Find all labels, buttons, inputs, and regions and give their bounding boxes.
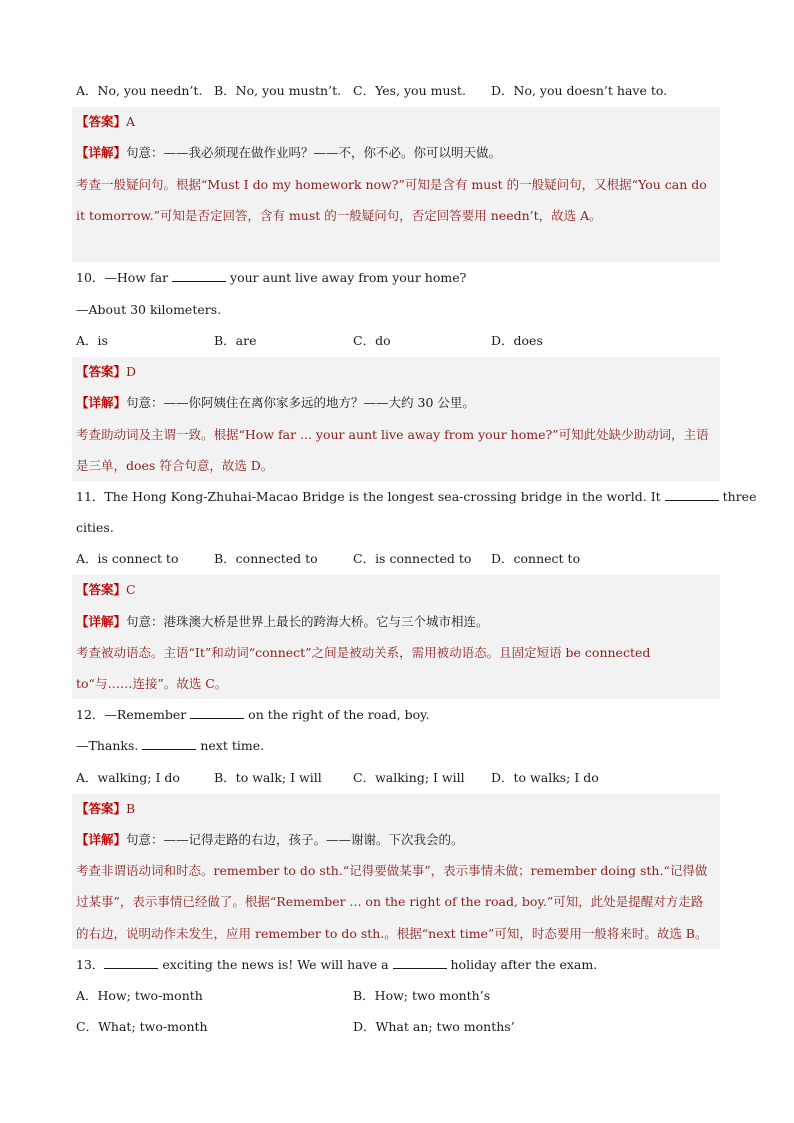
q12-answer [76,797,135,821]
answer-blank [393,954,447,969]
q11-option-b: B．connected to [214,551,318,566]
q9-detail [76,141,501,165]
q12-stem-b: on the right of the road, boy. [248,707,430,722]
q10-stem-a: 10．—How far [76,270,169,285]
answer-letter: A [126,114,136,129]
q12-option-c: C．walking; I will [353,770,465,785]
q13-option-d: D．What an; two months’ [353,1019,515,1034]
q12-explain-3: 的右边，说明动作未发生，应用 remember to do sth.。根据“next time”可知，时态要用一般将来时。故选 B。 [76,926,708,941]
q10-detail [76,391,475,415]
detail-text: 句意：港珠澳大桥是世界上最长的跨海大桥。它与三个城市相连。 [126,614,489,629]
q10-stem [76,266,466,290]
q10-answer [76,360,136,384]
q13-option-a: A．How; two-month [76,988,203,1003]
q13-stem-a: 13． [76,957,105,972]
answer-letter: D [126,364,137,379]
q12-explain-1: 考查非谓语动词和时态。remember to do sth.“记得要做某事”，表示事情未做；remember doing sth.“记得做 [76,863,708,878]
q12-option-d: D．to walks; I do [491,770,599,785]
answer-blank [104,954,158,969]
q11-explain-1: 考查被动语态。主语“It”和动词“connect”之间是被动关系，需用被动语态。且固定短语 be connected [76,645,651,660]
q10-option-c: C．do [353,333,391,348]
detail-text: 句意：——记得走路的右边，孩子。——谢谢。下次我会的。 [126,832,464,847]
q12-line2-b: next time. [200,738,265,753]
q10-option-b: B．are [214,333,257,348]
q11-stem-a: 11．The Hong Kong-Zhuhai-Macao Bridge is the longest sea-crossing bridge in the world. It [76,489,661,504]
q10-option-d: D．does [491,333,543,348]
q13-option-c: C．What; two-month [76,1019,208,1034]
q13-stem-b: exciting the news is! We will have a [162,957,389,972]
q13-stem [76,953,597,977]
q11-stem [76,485,756,509]
answer-tag: 【答案】 [76,801,127,816]
detail-tag: 【详解】 [76,395,127,410]
q11-line2: cities. [76,520,114,535]
q9-option-d: D．No, you doesn’t have to. [491,83,668,98]
q9-option-a: A．No, you needn’t. [76,83,203,98]
q11-stem-b: three [722,489,757,504]
answer-tag: 【答案】 [76,364,127,379]
answer-blank [172,267,226,282]
detail-text: 句意：——我必须现在做作业吗？——不，你不必。你可以明天做。 [126,145,502,160]
q9-explain-1: 考查一般疑问句。根据“Must I do my homework now?”可知是含有 must 的一般疑问句，又根据“You can do [76,177,707,192]
q9-option-c: C．Yes, you must. [353,83,466,98]
q10-explain-2: 是三单，does 符合句意，故选 D。 [76,458,274,473]
answer-letter: C [126,582,136,597]
q10-stem-b: your aunt live away from your home? [230,270,467,285]
detail-tag: 【详解】 [76,832,127,847]
answer-tag: 【答案】 [76,114,127,129]
q9-option-b: B．No, you mustn’t. [214,83,342,98]
answer-blank [665,486,719,501]
q10-option-a: A．is [76,333,108,348]
q12-stem-a: 12．—Remember [76,707,187,722]
q9-explain-2: it tomorrow.”可知是否定回答，含有 must 的一般疑问句，否定回答要用 needn’t，故选 A。 [76,208,602,223]
detail-tag: 【详解】 [76,145,127,160]
q13-option-b: B．How; two month’s [353,988,491,1003]
answer-blank [190,704,244,719]
q12-option-b: B．to walk; I will [214,770,322,785]
q11-option-a: A．is connect to [76,551,179,566]
q11-option-d: D．connect to [491,551,581,566]
q10-explain-1: 考查助动词及主谓一致。根据“How far ... your aunt live away from your home?”可知此处缺少助动词，主语 [76,427,709,442]
q12-stem [76,703,430,727]
detail-text: 句意：——你阿姨住在离你家多远的地方？——大约 30 公里。 [126,395,475,410]
q12-detail [76,828,464,852]
q13-stem-c: holiday after the exam. [450,957,598,972]
q12-option-a: A．walking; I do [76,770,180,785]
detail-tag: 【详解】 [76,614,127,629]
q12-explain-2: 过某事”，表示事情已经做了。根据“Remember ... on the right of the road, boy.”可知，此处是提醒对方走路 [76,894,704,909]
q11-answer [76,578,136,602]
q11-option-c: C．is connected to [353,551,472,566]
answer-tag: 【答案】 [76,582,127,597]
q12-line2 [76,734,264,758]
q11-detail [76,610,489,634]
q10-line2: —About 30 kilometers. [76,302,222,317]
q12-line2-a: —Thanks. [76,738,139,753]
answer-letter: B [126,801,136,816]
answer-blank [142,735,196,750]
q11-explain-2: to“与……连接”。故选 C。 [76,676,228,691]
q9-answer [76,110,135,134]
